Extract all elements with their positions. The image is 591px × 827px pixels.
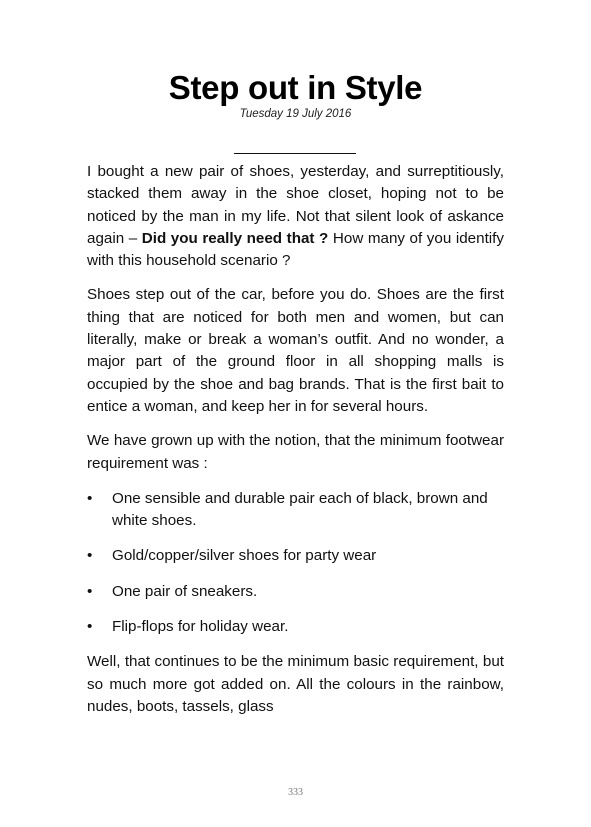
paragraph-1 (87, 161, 504, 272)
list-item (87, 616, 504, 638)
article-body (87, 161, 504, 718)
paragraph-1-bold-question: Did you really need that ? (141, 229, 329, 247)
bullet-icon: • (87, 489, 93, 507)
paragraph-3: We have grown up with the notion, that the minimum footwear requirement was : (87, 432, 504, 472)
list-item (87, 581, 504, 603)
list-item-text: Gold/copper/silver shoes for party wear (112, 547, 377, 565)
paragraph-4: Well, that continues to be the minimum basic requirement, but so much more got added on. All the colours in the rainbow, nudes, boots, tassels, glass (87, 653, 504, 715)
bullet-icon: • (87, 547, 93, 565)
paragraph-2: Shoes step out of the car, before you do. Shoes are the first thing that are noticed for both men and women, but can literally, make or break a woman’s outfit. And no wonder, a major part of the ground floor in all shopping malls is occupied by the shoe and bag brands. That is the first bait to entice a woman, and keep her in for several hours. (87, 286, 504, 415)
list-item (87, 545, 504, 567)
list-item (87, 488, 504, 533)
list-item-text: One sensible and durable pair each of black, brown and white shoes. (112, 489, 488, 530)
post-date: Tuesday 19 July 2016 (239, 108, 352, 120)
bullet-icon: • (87, 618, 93, 636)
page-number: 333 (288, 787, 303, 798)
bullet-icon: • (87, 582, 93, 600)
title-divider (234, 153, 356, 154)
list-item-text: Flip-flops for holiday wear. (112, 618, 289, 636)
footwear-list (87, 488, 504, 638)
page-title: Step out in Style (168, 69, 423, 106)
paragraph-1-text-start: I bought a new pair of shoes, yesterday, and surreptitiously, stacked them away in the shoe closet, hoping not to be noticed by the man in my life. Not that silent look of askance again – (87, 163, 504, 247)
list-item-text: One pair of sneakers. (112, 582, 258, 600)
paragraph-1-text-end: How many of you identify with this household scenario ? (87, 229, 504, 270)
